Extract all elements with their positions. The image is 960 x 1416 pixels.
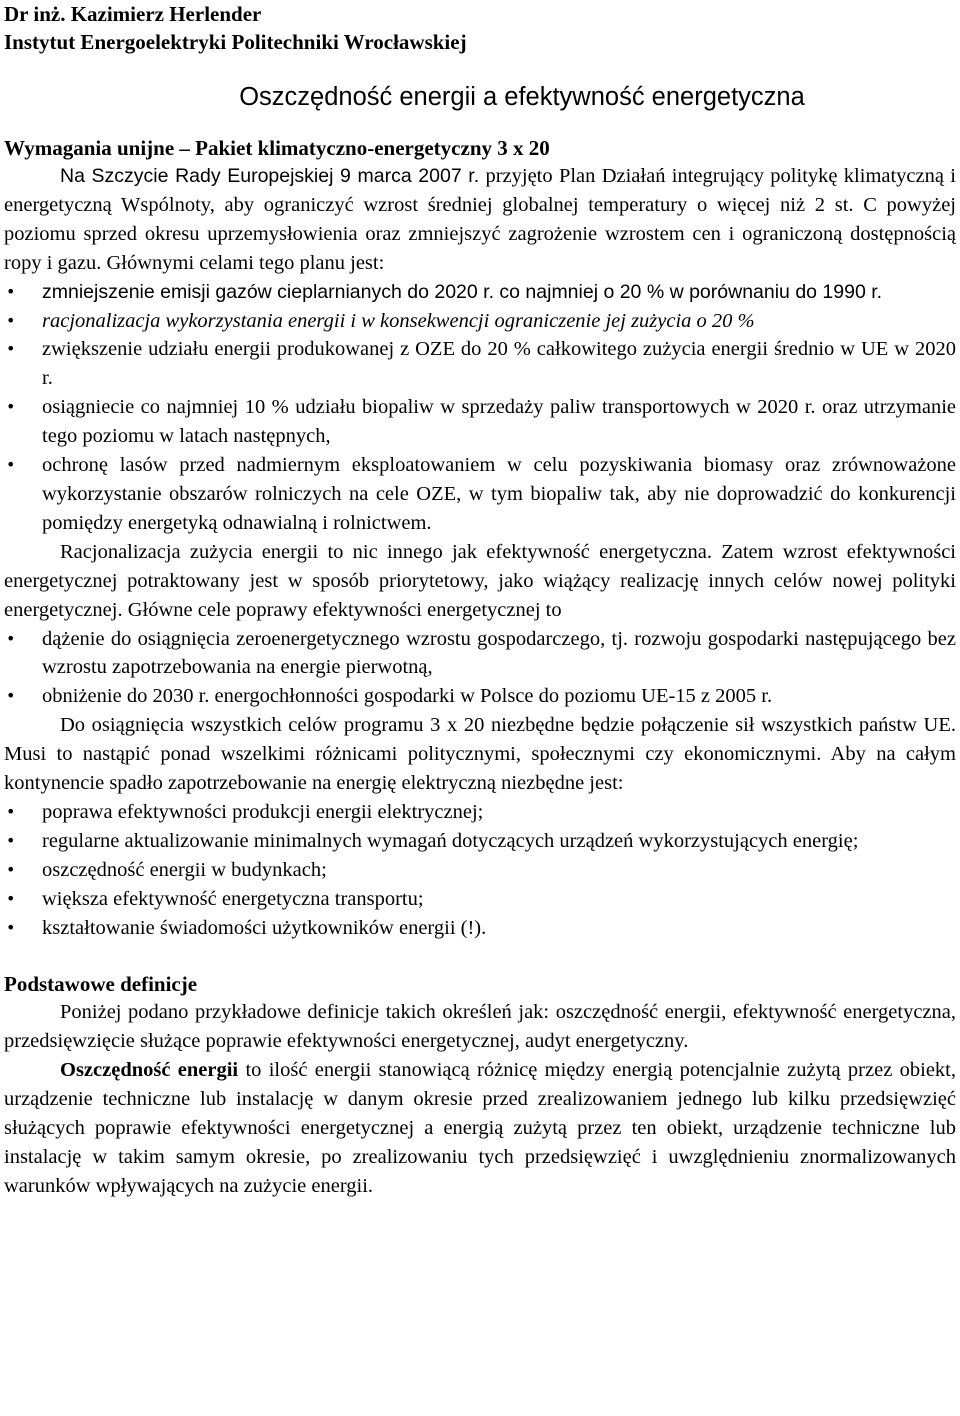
intro-paragraph [4, 162, 956, 278]
document-title: Oszczędność energii a efektywność energetyczna [239, 83, 805, 111]
list-item: • większa efektywność energetyczna transportu; [4, 885, 956, 914]
list-item: • oszczędność energii w budynkach; [4, 856, 956, 885]
list-item: • dążenie do osiągnięcia zeroenergetycznego wzrostu gospodarczego, tj. rozwoju gospodarki następującego bez wzrostu zapotrzebowania na energie pierwotną, [4, 625, 956, 683]
energy-saving-definition [4, 1056, 956, 1201]
goals-list [4, 278, 956, 538]
author-name: Dr inż. Kazimierz Herlender [4, 2, 262, 26]
section-heading-definitions: Podstawowe definicje [4, 972, 198, 997]
requirements-list [4, 798, 956, 943]
intro-date-phrase: Na Szczycie Rady Europejskiej 9 marca 2007 r. [60, 165, 480, 187]
definition-text: to ilość energii stanowiącą różnicę między energią potencjalnie zużytą przez obiekt, urządzenie techniczne lub instalację w danym okresie przed zrealizowaniem jednego lub kilku przedsięwzięć służących poprawie efektywności energetycznej a energią zużytą przez ten obiekt, urządzenie techniczne lub instalację w takim samym okresie, po zrealizowaniu tych przedsięwzięć i uwzględnieniu znormalizowanych warunków wpływających na zużycie energii. [4, 1059, 956, 1197]
list-item: • poprawa efektywności produkcji energii elektrycznej; [4, 798, 956, 827]
list-item: • kształtowanie świadomości użytkowników energii (!). [4, 914, 956, 943]
efficiency-paragraph: Racjonalizacja zużycia energii to nic innego jak efektywność energetyczna. Zatem wzrost efektywności energetycznej potraktowany jest w sposób priorytetowy, jako wiążący realizację innych celów nowej polityki energetycznej. Główne cele poprawy efektywności energetycznej to [4, 540, 956, 621]
section-heading-requirements: Wymagania unijne – Pakiet klimatyczno-energetyczny 3 x 20 [4, 136, 550, 160]
list-item: • osiągniecie co najmniej 10 % udziału biopaliw w sprzedaży paliw transportowych w 2020 r. oraz utrzymanie tego poziomu w latach następnych, [4, 393, 956, 451]
definitions-intro-paragraph: Poniżej podano przykładowe definicje takich określeń jak: oszczędność energii, efektywność energetyczna, przedsięwzięcie służące poprawie efektywności energetycznej, audyt energetyczny. [4, 1001, 956, 1053]
list-item: • zmniejszenie emisji gazów cieplarnianych do 2020 r. co najmniej o 20 % w porównaniu do 1990 r. [4, 278, 956, 307]
section-spacer [4, 942, 956, 970]
defined-term: Oszczędność energii [60, 1059, 239, 1082]
list-item: • obniżenie do 2030 r. energochłonności gospodarki w Polsce do poziomu UE-15 z 2005 r. [4, 682, 956, 711]
institute-name: Instytut Energoelektryki Politechniki Wrocławskiej [4, 30, 467, 54]
list-item: • racjonalizacja wykorzystania energii i w konsekwencji ograniczenie jej zużycia o 20 % [4, 307, 956, 336]
intro-rest: przyjęto Plan Działań integrujący politykę klimatyczną i energetyczną Wspólnoty, aby ograniczyć wzrost średniej globalnej temperatury o więcej niż 2 st. C powyżej poziomu sprzed okresu uprzemysłowienia oraz zmniejszyć zagrożenie wzrostem cen i ograniczoną dostępnością ropy i gazu. Głównymi celami tego planu jest: [4, 165, 956, 274]
list-item: • regularne aktualizowanie minimalnych wymagań dotyczących urządzeń wykorzystujących energię; [4, 827, 956, 856]
program-paragraph: Do osiągnięcia wszystkich celów programu 3 x 20 niezbędne będzie połączenie sił wszystkich państw UE. Musi to nastąpić ponad wszelkimi różnicami politycznymi, społecznymi czy ekonomicznymi. Aby na całym kontynencie spadło zapotrzebowanie na energię elektryczną niezbędne jest: [4, 714, 956, 795]
list-item: • zwiększenie udziału energii produkowanej z OZE do 20 % całkowitego zużycia energii średnio w UE w 2020 r. [4, 335, 956, 393]
list-item: • ochronę lasów przed nadmiernym eksploatowaniem w celu pozyskiwania biomasy oraz zrównoważone wykorzystanie obszarów rolniczych na cele OZE, w tym biopaliw tak, aby nie doprowadzić do konkurencji pomiędzy energetyką odnawialną i rolnictwem. [4, 451, 956, 538]
efficiency-goals-list [4, 625, 956, 712]
